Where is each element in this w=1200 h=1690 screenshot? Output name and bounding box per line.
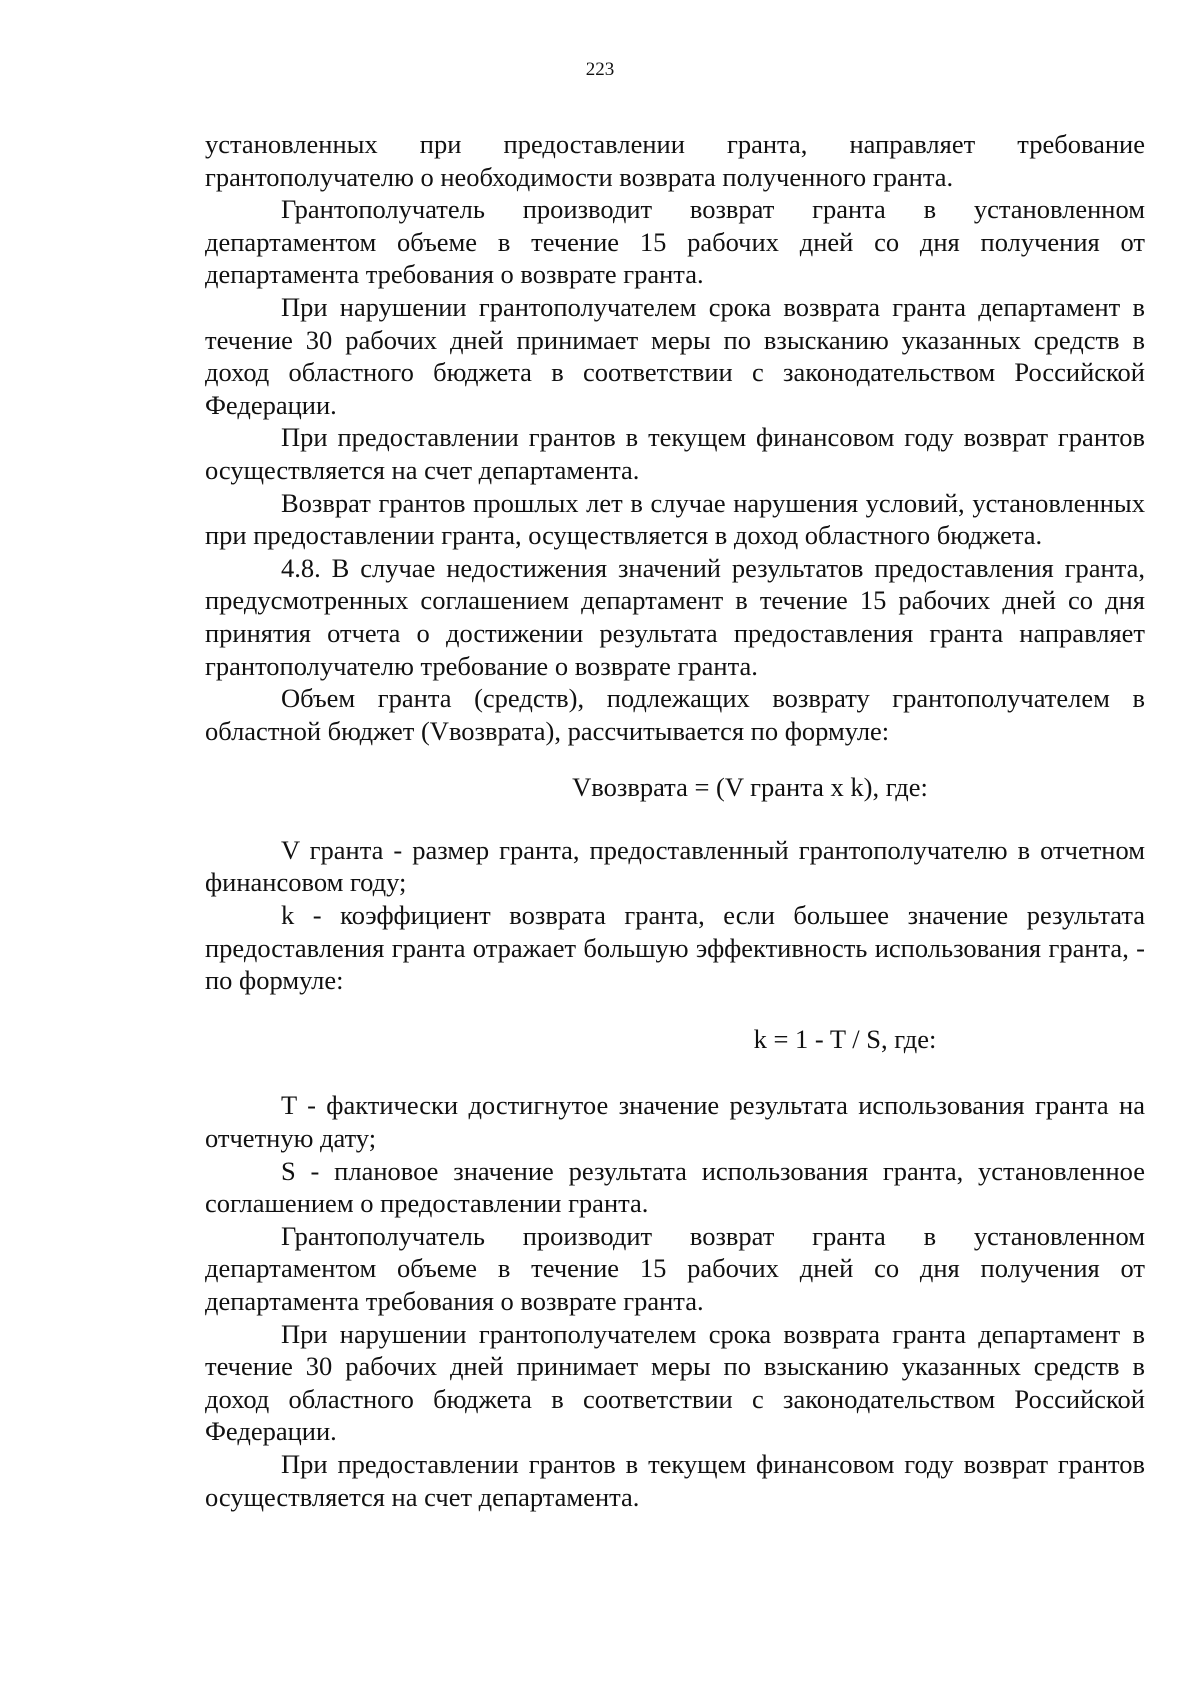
paragraph: При предоставлении грантов в текущем финансовом году возврат грантов осуществляется на счет департамента. bbox=[205, 1448, 1145, 1512]
paragraph: При нарушении грантополучателем срока возврата гранта департамент в течение 30 рабочих дней принимает меры по взысканию указанных средств в доход областного бюджета в соответствии с законодательством Российской Федерации. bbox=[205, 291, 1145, 420]
paragraph-continuation: установленных при предоставлении гранта, направляет требование грантополучателю о необходимости возврата полученного гранта. bbox=[205, 129, 1145, 192]
paragraph: Грантополучатель производит возврат гранта в установленном департаментом объеме в течение 15 рабочих дней со дня получения от департамента требования о возврате гранта. bbox=[205, 1220, 1145, 1316]
paragraph: При предоставлении грантов в текущем финансовом году возврат грантов осуществляется на счет департамента. bbox=[205, 422, 1145, 485]
paragraph: Объем гранта (средств), подлежащих возврату грантополучателем в областной бюджет (Vвозврата), рассчитывается по формуле: bbox=[205, 683, 1145, 746]
paragraph-section-4-8: 4.8. В случае недостижения значений результатов предоставления гранта, предусмотренных соглашением департамент в течение 15 рабочих дней со дня принятия отчета о достижении результата предоставления гранта направляет грантополучателю требование о возврате гранта. bbox=[205, 552, 1145, 681]
paragraph-definition-v: V гранта - размер гранта, предоставленный грантополучателю в отчетном финансовом году; bbox=[205, 834, 1145, 898]
paragraph: Грантополучатель производит возврат гранта в установленном департаментом объеме в течение 15 рабочих дней со дня получения от департамента требования о возврате гранта. bbox=[205, 194, 1145, 290]
formula-coefficient: k = 1 - T / S, где: bbox=[753, 1023, 937, 1054]
formula-return-amount: Vвозврата = (V гранта x k), где: bbox=[572, 772, 928, 803]
document-body bbox=[205, 128, 1145, 1513]
paragraph: При нарушении грантополучателем срока возврата гранта департамент в течение 30 рабочих дней принимает меры по взысканию указанных средств в доход областного бюджета в соответствии с законодательством Российской Федерации. bbox=[205, 1318, 1145, 1447]
paragraph-definition-s: S - плановое значение результата использования гранта, установленное соглашением о предоставлении гранта. bbox=[205, 1155, 1145, 1219]
paragraph-definition-k: k - коэффициент возврата гранта, если большее значение результата предоставления гранта отражает большую эффективность использования гранта, - по формуле: bbox=[205, 900, 1145, 996]
paragraph-definition-t: T - фактически достигнутое значение результата использования гранта на отчетную дату; bbox=[205, 1090, 1145, 1154]
page-number: 223 bbox=[585, 59, 615, 80]
paragraph: Возврат грантов прошлых лет в случае нарушения условий, установленных при предоставлении гранта, осуществляется в доход областного бюджета. bbox=[205, 487, 1145, 551]
